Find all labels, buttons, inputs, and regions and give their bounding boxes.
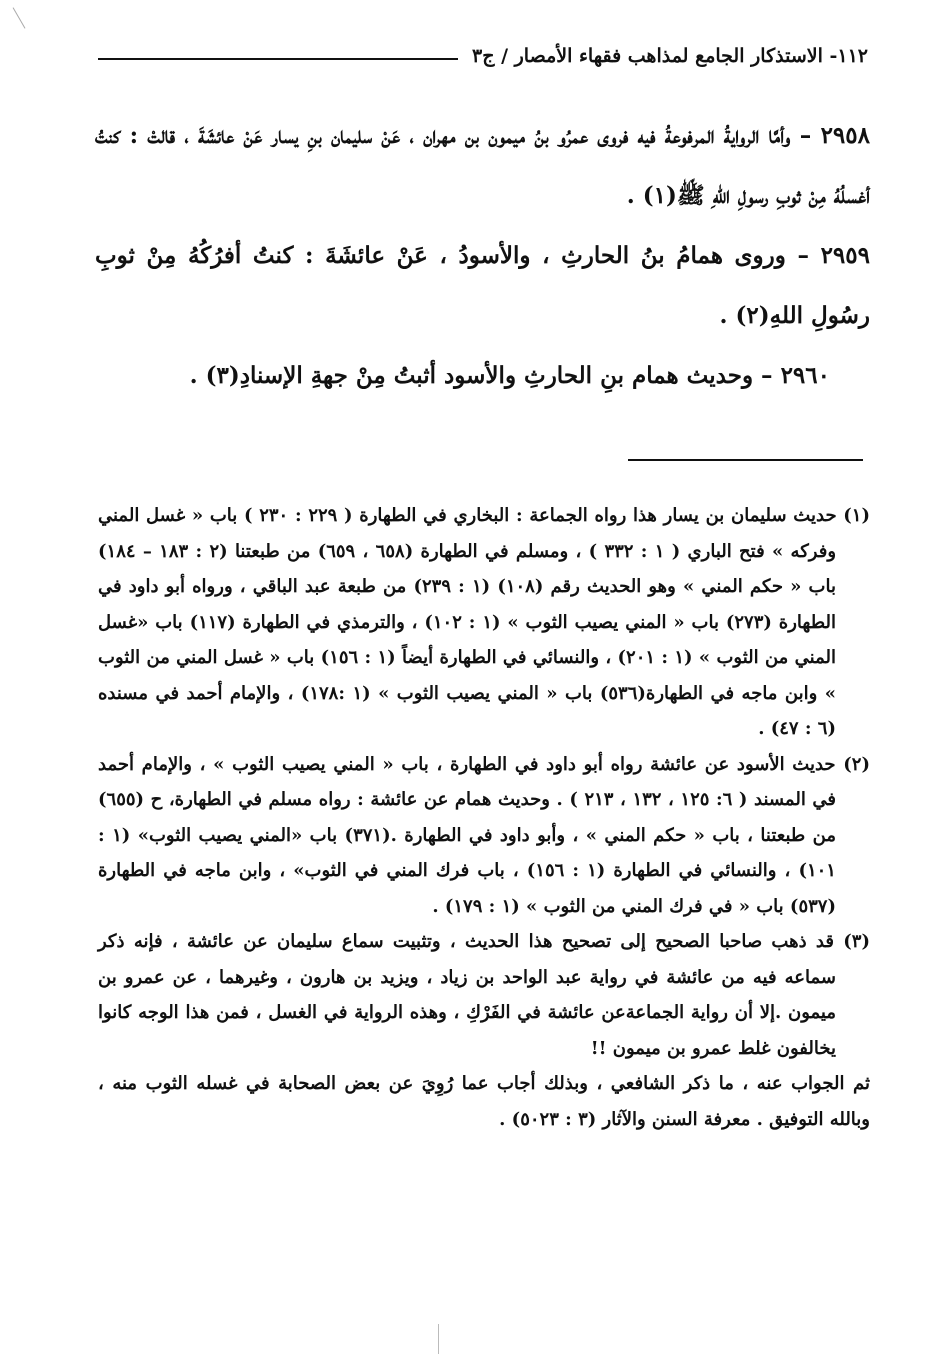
footnote-3-continuation: ثم الجواب عنه ، ما ذكر الشافعي ، وبذلك أجاب عما رُوِيَ عن بعض الصحابة في غسله الثوب منه ، وبالله التوفيق . معرفة السنن والآثار (٣ : ٥٠٢٣) . — [98, 1073, 870, 1130]
scan-mark — [13, 3, 33, 28]
paragraph-2958: ٢٩٥٨ – وأمَّا الروايةُ المرفوعةُ فيه فروى عمرُو بنُ ميمون بن مهران ، عَنْ سليمان بنِ يسار عَنْ عائشَةَ ، قالتْ : كنتُ أغسلُهُ مِنْ ثوبِ رسولِ اللهِ ﷺ(١) . — [95, 122, 870, 209]
footnote-1: (١) حديث سليمان بن يسار هذا رواه الجماعة : البخاري في الطهارة ( ٢٢٩ : ٢٣٠ ) باب « غسل المني وفركه » فتح الباري ( ١ : ٣٣٢ ) ، ومسلم في الطهارة (٦٥٨ ، ٦٥٩) من طبعتنا (٢ : ١٨٣ – ١٨٤) باب « حكم المني » وهو الحديث رقم (١٠٨) (١ : ٢٣٩) من طبعة عبد الباقي ، ورواه أبو داود في الطهارة (٢٧٣) باب « المني يصيب الثوب » (١ : ١٠٢) ، والترمذي في الطهارة (١١٧) باب «غسل المني من الثوب » (١ : ٢٠١) ، والنسائي في الطهارة أيضاً (١ : ١٥٦) باب « غسل المني من الثوب » وابن ماجه في الطهارة(٥٣٦) باب « المني يصيب الثوب » (١ :١٧٨) ، والإمام أحمد في مسنده (٦ : ٤٧) . — [98, 505, 870, 739]
header-rule — [98, 58, 458, 60]
header-text: ١١٢- الاستذكار الجامع لمذاهب فقهاء الأمصار / ج٣ — [471, 45, 868, 67]
footnote-3: (٣) قد ذهب صاحبا الصحيح إلى تصحيح هذا الحديث ، وتثبيت سماع سليمان عن عائشة ، فإنه ذكر سماعه فيه من عائشة في رواية عبد الواحد بن زياد ، ويزيد بن هارون ، وغيرهما ، عن عمرو بن ميمون .إلا أن رواية الجماعةعن عائشة في الفَرْكِ ، وهذه الرواية في الغسل ، فمن هذا الوجه كانوا يخالفون غلط عمرو بن ميمون !! — [98, 931, 870, 1059]
footnote-2: (٢) حديث الأسود عن عائشة رواه أبو داود في الطهارة ، باب « المني يصيب الثوب » ، والإمام أحمد في المسند ( ٦: ١٢٥ ، ١٣٢ ، ٢١٣ ) . وحديث همام عن عائشة : رواه مسلم في الطهارة، ح (٦٥٥) من طبعتنا ، باب « حكم المني » ، وأبو داود في الطهارة .(٣٧١) باب «المني يصيب الثوب» (١ : ١٠١) ، والنسائي في الطهارة (١ : ١٥٦) ، باب فرك المني في الثوب» ، وابن ماجه في الطهارة (٥٣٧) باب « في فرك المني من الثوب » (١ : ١٧٩) . — [98, 753, 870, 917]
main-text — [95, 106, 870, 406]
paragraph-2959: ٢٩٥٩ – وروى همامُ بنُ الحارثِ ، والأسودُ ، عَنْ عائشَةَ : كنتُ أفرُكُهُ مِنْ ثوبِ رسُولِ اللهِ(٢) . — [95, 242, 870, 329]
scan-edge-mark — [438, 1324, 440, 1354]
running-header — [98, 38, 868, 74]
footnotes — [98, 498, 870, 1137]
footnote-separator — [628, 459, 863, 461]
paragraph-2960: ٢٩٦٠ – وحديث همام بنِ الحارثِ والأسود أثبتُ مِنْ جهةِ الإسنادِ(٣) . — [189, 362, 830, 389]
